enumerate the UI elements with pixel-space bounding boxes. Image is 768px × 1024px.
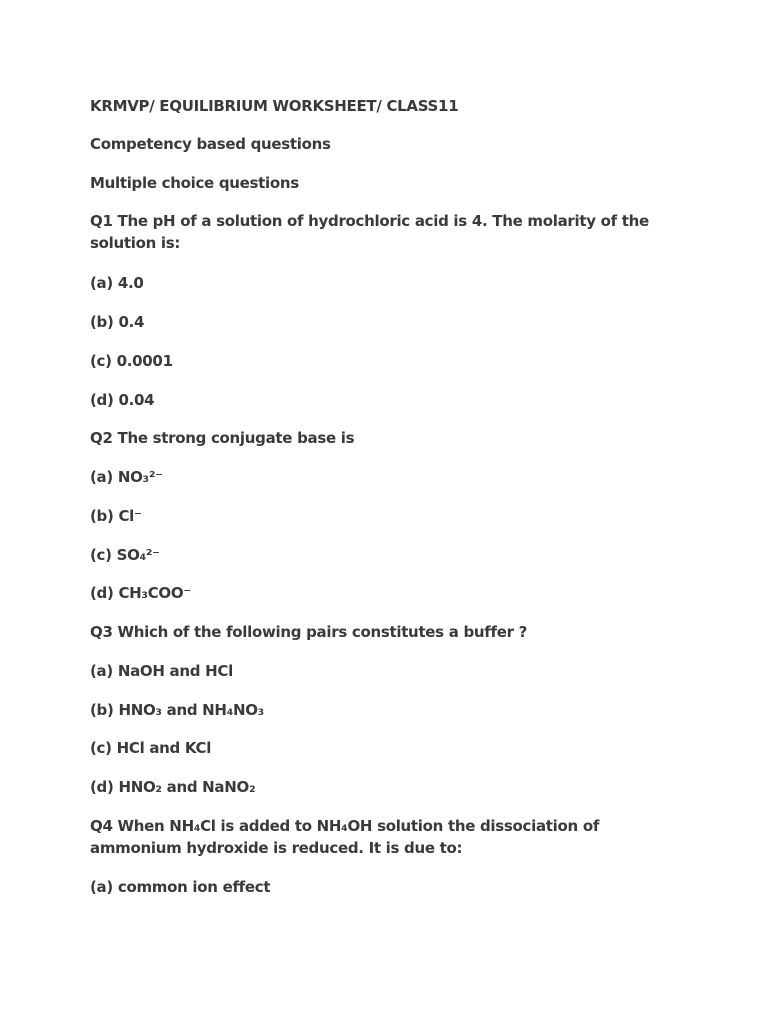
q1-option-b: (b) 0.4 [90,313,145,331]
q2-option-c: (c) SO₄²⁻ [90,546,160,564]
subsection-heading: Multiple choice questions [90,174,299,192]
q2-option-b: (b) Cl⁻ [90,507,142,525]
q1-option-a: (a) 4.0 [90,274,144,292]
question-q4: Q4 When NH₄Cl is added to NH₄OH solution the dissociation of ammonium hydroxide is reduced. It is due to: [90,817,604,857]
worksheet-title: KRMVP/ EQUILIBRIUM WORKSHEET/ CLASS11 [90,97,459,115]
q1-option-d: (d) 0.04 [90,391,155,409]
q4-option-a: (a) common ion effect [90,878,271,896]
q3-option-d: (d) HNO₂ and NaNO₂ [90,778,256,796]
q1-option-c: (c) 0.0001 [90,352,173,370]
question-q3: Q3 Which of the following pairs constitutes a buffer ? [90,623,528,641]
q3-option-c: (c) HCl and KCl [90,739,212,757]
q2-option-a: (a) NO₃²⁻ [90,468,163,486]
q3-option-b: (b) HNO₃ and NH₄NO₃ [90,701,264,719]
question-q2: Q2 The strong conjugate base is [90,429,355,447]
section-heading: Competency based questions [90,135,331,153]
q2-option-d: (d) CH₃COO⁻ [90,584,191,602]
question-q1: Q1 The pH of a solution of hydrochloric acid is 4. The molarity of the solution is: [90,212,654,252]
q3-option-a: (a) NaOH and HCl [90,662,233,680]
